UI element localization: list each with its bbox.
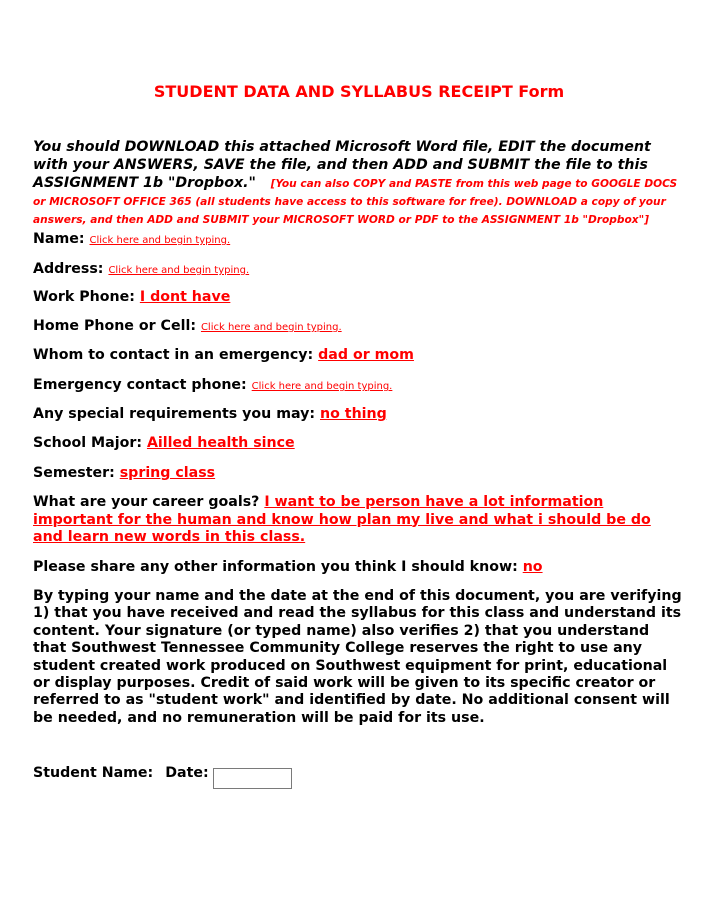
school-major-row	[33, 435, 685, 452]
agreement-paragraph: By typing your name and the date at the end of this document, you are verifying 1) that you have received and read the syllabus for this class and understand its content. Your signature (or typed name) also verifies 2) that you understand that Southwest Tennessee Community College reserves the right to use any student created work produced on Southwest equipment for print, educational or display purposes. Credit of said work will be given to its specific creator or referred to as "student work" and identified by date. No additional consent will be needed, and no remuneration will be paid for its use.	[33, 588, 682, 726]
other-info-row	[33, 559, 685, 576]
signature-row	[33, 765, 292, 789]
instructions	[33, 138, 685, 228]
home-phone-row	[33, 318, 685, 336]
emergency-phone-label: Emergency contact phone:	[33, 377, 247, 393]
name-row	[33, 231, 685, 249]
date-input[interactable]	[213, 768, 292, 789]
semester-row	[33, 465, 685, 482]
career-goals-label: What are your career goals?	[33, 494, 260, 510]
emergency-contact-field[interactable]: dad or mom	[318, 347, 414, 363]
school-major-label: School Major:	[33, 435, 142, 451]
other-info-label: Please share any other information you think I should know:	[33, 559, 518, 575]
career-goals-field[interactable]: I want to be person have a lot information important for the human and know how plan my live and what i should be do and learn new words in this class.	[33, 494, 651, 545]
work-phone-row	[33, 289, 685, 306]
special-requirements-field[interactable]: no thing	[320, 406, 387, 422]
emergency-contact-row	[33, 347, 685, 364]
work-phone-label: Work Phone:	[33, 289, 135, 305]
other-info-field[interactable]: no	[522, 559, 543, 575]
semester-label: Semester:	[33, 465, 115, 481]
school-major-field[interactable]: Ailled health since	[146, 435, 295, 451]
date-label: Date:	[165, 765, 209, 781]
semester-field[interactable]: spring class	[119, 465, 216, 481]
emergency-contact-label: Whom to contact in an emergency:	[33, 347, 314, 363]
special-requirements-row	[33, 406, 685, 423]
instructions-note: [You can also COPY and PASTE from this web page to GOOGLE DOCS or MICROSOFT OFFICE 365 (all students have access to this software for free). DOWNLOAD a copy of your answers, and then ADD and SUBMIT your MICROSOFT WORD or PDF to the ASSIGNMENT 1b "Dropbox"]	[33, 178, 678, 226]
home-phone-field[interactable]: Click here and begin typing.	[200, 322, 342, 333]
address-field[interactable]: Click here and begin typing.	[108, 265, 250, 276]
instructions-main: You should DOWNLOAD this attached Microsoft Word file, EDIT the document with your ANSWERS, SAVE the file, and then ADD and SUBMIT the file to this ASSIGNMENT 1b "Dropbox."	[33, 139, 651, 191]
name-label: Name:	[33, 231, 85, 247]
special-requirements-label: Any special requirements you may:	[33, 406, 316, 422]
work-phone-field[interactable]: I dont have	[139, 289, 231, 305]
student-name-label: Student Name:	[33, 765, 154, 781]
emergency-phone-row	[33, 377, 685, 395]
form-title: STUDENT DATA AND SYLLABUS RECEIPT Form	[153, 82, 565, 101]
address-row	[33, 261, 685, 279]
name-field[interactable]: Click here and begin typing.	[89, 235, 231, 246]
emergency-phone-field[interactable]: Click here and begin typing.	[251, 381, 393, 392]
address-label: Address:	[33, 261, 104, 277]
home-phone-label: Home Phone or Cell:	[33, 318, 196, 334]
career-goals-row	[33, 494, 685, 547]
